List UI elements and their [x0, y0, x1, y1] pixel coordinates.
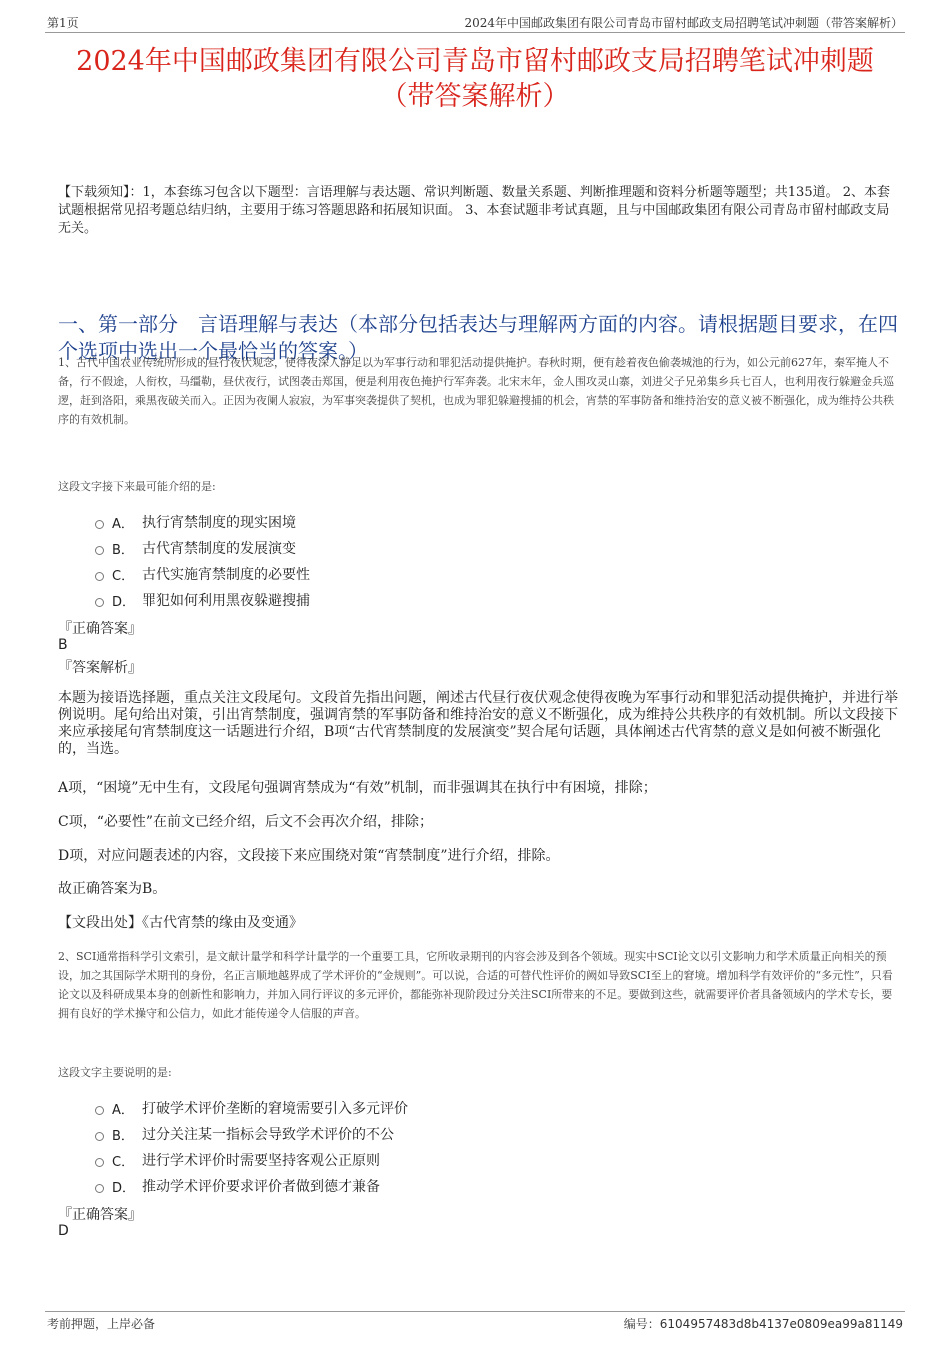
option-a[interactable]: A． 执行宵禁制度的现实困境: [95, 509, 310, 535]
radio-icon[interactable]: [95, 1132, 104, 1141]
correct-answer-label: 『正确答案』: [58, 1207, 142, 1223]
analysis-option-c: C项，“必要性”在前文已经介绍，后文不会再次介绍，排除；: [58, 814, 434, 830]
header-doc-title: 2024年中国邮政集团有限公司青岛市留村邮政支局招聘笔试冲刺题（带答案解析）: [464, 16, 903, 30]
download-notice: 【下载须知】：1，本套练习包含以下题型：言语理解与表达题、常识判断题、数量关系题、判断推理题和资料分析题等题型；共135道。 2、本套试题根据常见招考题总结归纳，主要用于练习答题思路和拓展知识面。 3、本套试题非考试真题，且与中国邮政集团有限公司青岛市留村邮政支局无关。: [58, 185, 890, 236]
page-number: 第1页: [47, 16, 79, 30]
option-b[interactable]: B． 过分关注某一指标会导致学术评价的不公: [95, 1121, 408, 1147]
radio-icon[interactable]: [95, 598, 104, 607]
question-2-options: [95, 1095, 408, 1199]
option-a[interactable]: A． 打破学术评价垄断的窘境需要引入多元评价: [95, 1095, 408, 1121]
radio-icon[interactable]: [95, 520, 104, 529]
analysis-label: 『答案解析』: [58, 660, 142, 676]
section-heading: 一、第一部分 言语理解与表达（本部分包括表达与理解两方面的内容。请根据题目要求，在四个选项中选出一个最恰当的答案。）: [58, 312, 898, 363]
page-header: [45, 10, 905, 33]
document-title: 2024年中国邮政集团有限公司青岛市留村邮政支局招聘笔试冲刺题（带答案解析）: [76, 46, 874, 112]
radio-icon[interactable]: [95, 572, 104, 581]
question-2-ask: 这段文字主要说明的是:: [58, 1066, 172, 1079]
footer-slogan: 考前押题，上岸必备: [47, 1317, 156, 1331]
analysis-paragraph: 本题为接语选择题，重点关注文段尾句。文段首先指出问题，阐述古代昼行夜伏观念使得夜晚为军事行动和罪犯活动提供掩护，并进行举例说明。尾句给出对策，引出宵禁制度，强调宵禁的军事防备和维持治安的意义不断强化，成为维持公共秩序的有效机制。所以文段接下来应承接尾句宵禁制度这一话题进行介绍，B项“古代宵禁制度的发展演变”契合尾句话题，具体阐述古代宵禁的意义是如何被不断强化的，当选。: [58, 690, 898, 757]
question-2-stem: 2、SCI通常指科学引文索引，是文献计量学和科学计量学的一个重要工具，它所收录期刊的内容会涉及到各个领域。现实中SCI论文以引文影响力和学术质量正向相关的预设，加之其国际学术期刊的身份，名正言顺地越界成了学术评价的“金规则”。可以说，合适的可替代性评价的阙如导致SCI至上的窘境。增加科学有效评价的“多元性”，只看论文以及科研成果本身的创新性和影响力，并加入同行评议的多元评价，都能弥补现阶段过分关注SCI所带来的不足。要做到这些，就需要评价者具备领域内的学术专长，要拥有良好的学术操守和公信力，如此才能传递令人信服的声音。: [58, 950, 893, 1020]
question-1-options: [95, 509, 310, 613]
analysis-conclusion: 故正确答案为B。: [58, 881, 167, 897]
correct-answer: D: [58, 1223, 69, 1239]
option-d[interactable]: D． 推动学术评价要求评价者做到德才兼备: [95, 1173, 408, 1199]
page-footer: [45, 1311, 905, 1332]
radio-icon[interactable]: [95, 1184, 104, 1193]
radio-icon[interactable]: [95, 546, 104, 555]
radio-icon[interactable]: [95, 1158, 104, 1167]
text-source: 【文段出处】《古代宵禁的缘由及变通》: [58, 915, 303, 931]
correct-answer: B: [58, 637, 68, 653]
radio-icon[interactable]: [95, 1106, 104, 1115]
option-c[interactable]: C． 古代实施宵禁制度的必要性: [95, 561, 310, 587]
correct-answer-label: 『正确答案』: [58, 621, 142, 637]
option-d[interactable]: D． 罪犯如何利用黑夜躲避搜捕: [95, 587, 310, 613]
analysis-option-a: A项，“困境”无中生有，文段尾句强调宵禁成为“有效”机制，而非强调其在执行中有困境，排除；: [58, 780, 657, 796]
option-c[interactable]: C． 进行学术评价时需要坚持客观公正原则: [95, 1147, 408, 1173]
document-id: 编号：6104957483d8b4137e0809ea99a81149: [623, 1317, 903, 1331]
option-b[interactable]: B． 古代宵禁制度的发展演变: [95, 535, 310, 561]
analysis-option-d: D项，对应问题表述的内容，文段接下来应围绕对策“宵禁制度”进行介绍，排除。: [58, 848, 560, 864]
question-1-stem: 1、古代中国农业传统所形成的昼行夜伏观念，使得夜深人静足以为军事行动和罪犯活动提供掩护。春秋时期，便有趁着夜色偷袭城池的行为，如公元前627年，秦军掩人不备，行不假途，人衔枚，马缰勒，昼伏夜行，试图袭击郑国，便是利用夜色掩护行军奔袭。北宋末年，金人围攻灵山寨，刘进父子兄弟集乡兵七百人，也利用夜行躲避金兵巡逻，赶到洛阳，乘黑夜破关而入。正因为夜阑人寂寂，为军事突袭提供了契机，也成为罪犯躲避搜捕的机会，宵禁的军事防备和维持治安的意义被不断强化，成为维持公共秩序的有效机制。: [58, 356, 894, 426]
question-1-ask: 这段文字接下来最可能介绍的是:: [58, 480, 216, 493]
